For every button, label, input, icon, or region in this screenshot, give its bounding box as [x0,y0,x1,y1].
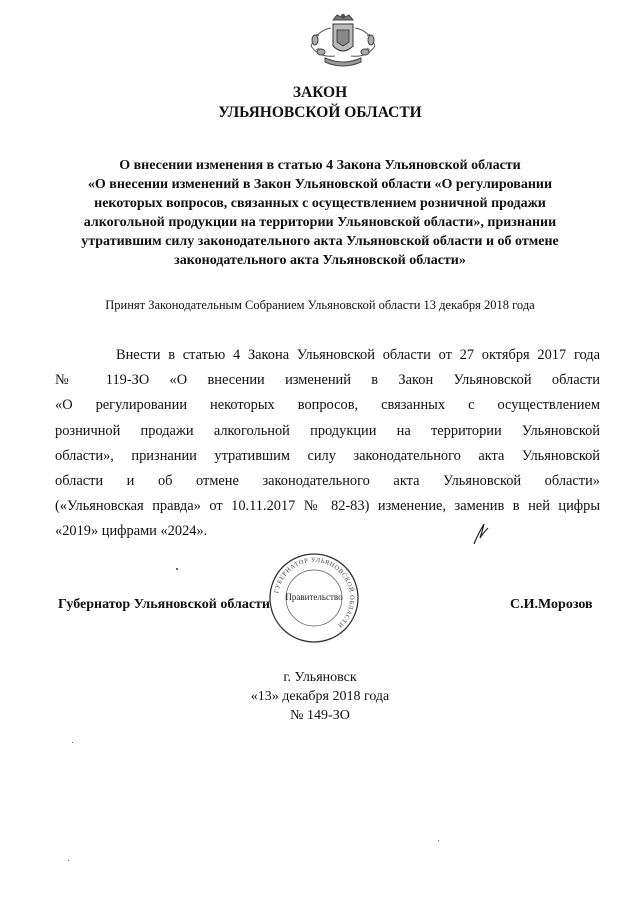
subject-line: «О внесении изменений в Закон Ульяновской области «О регулировании [87,177,553,192]
signer-name: С.И.Морозов [510,597,593,612]
law-subject [70,156,570,270]
scan-speck [72,742,73,743]
law-body [55,343,600,545]
law-number: № 149-ЗО [290,708,350,723]
city: г. Ульяновск [283,670,357,685]
body-line: («Ульяновская правда» от 10.11.2017 № 82-83) изменение, заменив в ней цифры [55,498,600,515]
scan-speck [68,860,69,861]
stamp-center-text: Правительство [285,592,343,602]
adoption-note: Принят Законодательным Собранием Ульяновской области 13 декабря 2018 года [105,298,535,312]
subject-line: утратившим силу законодательного акта Ульяновской области и об отмене [81,234,559,249]
subject-line: алкогольной продукции на территории Ульяновской области», признании [83,215,557,230]
body-line: области и об отмене законодательного акта Ульяновской области» [55,473,600,490]
handwritten-mark [470,520,492,546]
signing-date: «13» декабря 2018 года [250,689,390,704]
coat-of-arms-emblem [295,12,391,88]
scan-speck [438,840,439,841]
body-line: № 119-ЗО «О внесении изменений в Закон Ульяновской области [55,372,600,389]
official-stamp [266,550,362,646]
subject-line: О внесении изменения в статью 4 Закона Ульяновской области [119,158,521,173]
body-line: «2019» цифрами «2024». [55,523,208,540]
place-date-number [0,668,640,725]
law-title-line2: УЛЬЯНОВСКОЙ ОБЛАСТИ [218,104,422,121]
law-title-line1: ЗАКОН [292,84,348,101]
subject-line: законодательного акта Ульяновской области» [174,253,466,268]
stamp-ring-text: ГУБЕРНАТОР УЛЬЯНОВСКОЙ ОБЛАСТИ [273,556,356,630]
signer-position: Губернатор Ульяновской области [58,597,270,612]
body-line: «О регулировании некоторых вопросов, связанных с осуществлением [55,397,600,414]
body-line: Внести в статью 4 Закона Ульяновской области от 27 октября 2017 года [116,347,600,363]
subject-line: некоторых вопросов, связанных с осуществлением розничной продажи [94,196,546,211]
body-line: области», признании утратившим силу законодательного акта Ульяновской [55,447,600,464]
scan-speck [176,568,178,570]
body-line: розничной продажи алкогольной продукции на территории Ульяновской [55,422,600,439]
